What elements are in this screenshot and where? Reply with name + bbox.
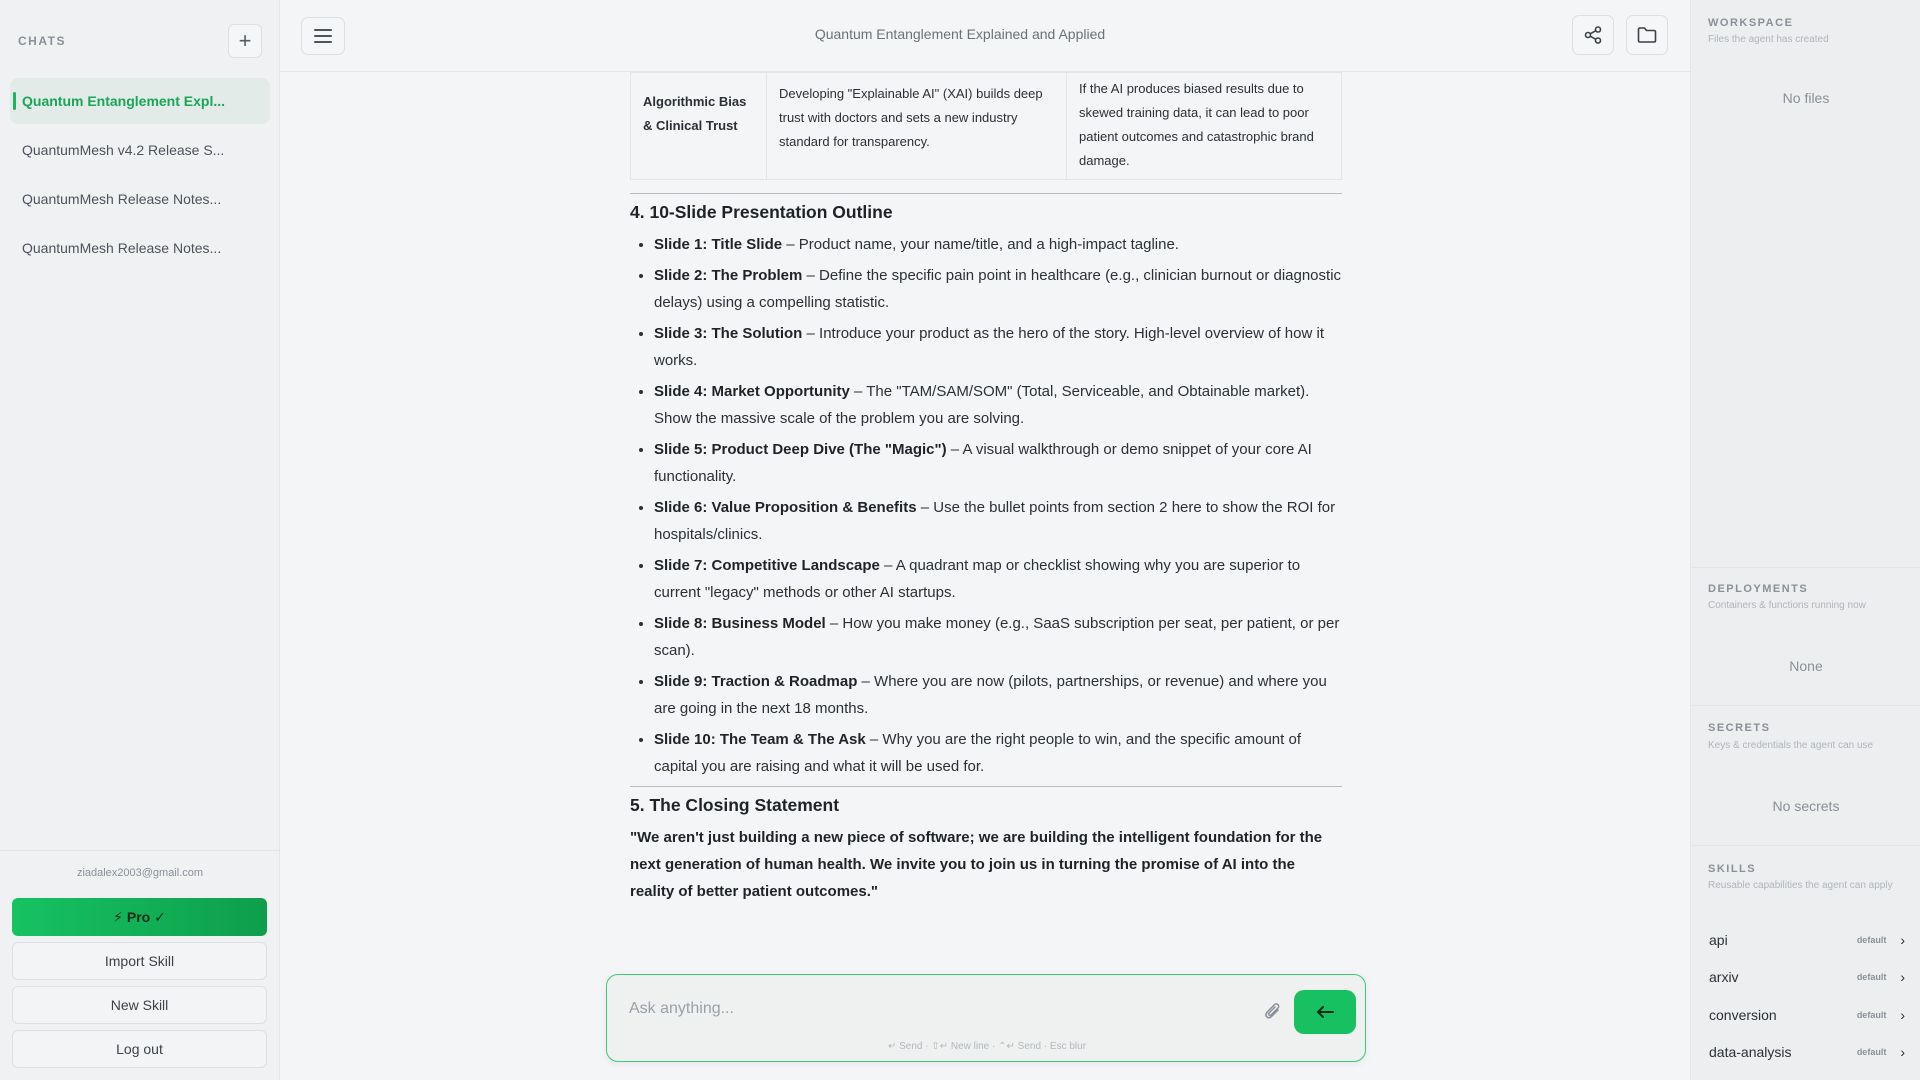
- slide-text: – The "TAM/SAM/SOM" (Total, Serviceable, and Obtainable market). Show the massive scale of the problem you are solving.: [654, 383, 1310, 427]
- slide-label: Slide 5: Product Deep Dive (The "Magic"): [654, 441, 947, 458]
- arrow-left-icon: [1316, 1005, 1334, 1019]
- slide-text: – Why you are the right people to win, and the specific amount of capital you are raising and what it will be used for.: [654, 731, 1301, 775]
- skills-subtitle: Reusable capabilities the agent can apply: [1708, 880, 1893, 891]
- secrets-subtitle: Keys & credentials the agent can use: [1708, 740, 1874, 751]
- sidebar-header: [18, 24, 262, 58]
- new-skill-button[interactable]: New Skill: [12, 986, 267, 1024]
- slide-label: Slide 6: Value Proposition & Benefits: [654, 499, 917, 516]
- right-panel: [1690, 0, 1920, 1080]
- slide-label: Slide 7: Competitive Landscape: [654, 557, 880, 574]
- page-title: Quantum Entanglement Explained and Applied: [814, 26, 1106, 42]
- skills-section: [1691, 846, 1920, 1080]
- table-cell-risk: If the AI produces biased results due to skewed training data, it can lead to poor patient outcomes and catastrophic brand damage.: [1067, 73, 1342, 180]
- top-bar: [280, 0, 1690, 72]
- user-email: ziadalex2003@gmail.com: [76, 867, 204, 879]
- chevron-right-icon: ›: [1900, 932, 1905, 948]
- list-item: [654, 668, 1342, 722]
- slide-text: – Product name, your name/title, and a high-impact tagline.: [782, 236, 1179, 253]
- section-heading: 4. 10-Slide Presentation Outline: [630, 202, 893, 222]
- plus-icon: +: [238, 28, 252, 53]
- import-skill-button[interactable]: Import Skill: [12, 942, 267, 980]
- slide-text: – Introduce your product as the hero of the story. High-level overview of how it works.: [654, 325, 1324, 369]
- skill-tag: default: [1856, 972, 1887, 982]
- divider: [630, 193, 1342, 194]
- secrets-title: SECRETS: [1708, 722, 1771, 734]
- share-icon: [1584, 26, 1602, 44]
- chats-label: CHATS: [18, 34, 66, 48]
- slide-label: Slide 8: Business Model: [654, 615, 826, 632]
- skill-name: api: [1709, 932, 1728, 948]
- table-cell-head: Algorithmic Bias & Clinical Trust: [631, 73, 767, 180]
- folder-icon: [1637, 26, 1657, 44]
- skill-item-data-analysis[interactable]: [1701, 1037, 1911, 1067]
- slide-text: – Where you are now (pilots, partnerships, or revenue) and where you are going in the next 18 months.: [654, 673, 1327, 717]
- slide-text: – How you make money (e.g., SaaS subscription per seat, per patient, or per scan).: [654, 615, 1340, 659]
- skill-name: data-analysis: [1709, 1044, 1792, 1060]
- deployments-empty: None: [1789, 658, 1823, 674]
- slide-label: Slide 4: Market Opportunity: [654, 383, 850, 400]
- chat-message: [630, 72, 1342, 905]
- list-item: [654, 552, 1342, 606]
- divider: [630, 786, 1342, 787]
- message-composer: [606, 974, 1366, 1062]
- skill-name: arxiv: [1709, 969, 1739, 985]
- skill-item-conversion[interactable]: [1701, 1000, 1911, 1030]
- slide-label: Slide 1: Title Slide: [654, 236, 783, 253]
- list-item: [654, 610, 1342, 664]
- skill-tag: default: [1856, 935, 1887, 945]
- slide-text: – Define the specific pain point in healthcare (e.g., clinician burnout or diagnostic delays) using a compelling statistic.: [654, 267, 1342, 311]
- slide-text: – A visual walkthrough or demo snippet of your core AI functionality.: [654, 441, 1312, 485]
- workspace-title: WORKSPACE: [1708, 17, 1794, 29]
- chat-item-active[interactable]: Quantum Entanglement Expl...: [10, 78, 270, 124]
- chat-item[interactable]: QuantumMesh v4.2 Release S...: [22, 142, 225, 158]
- keyboard-hint: ↵ Send · ⇧↵ New line · ⌃↵ Send · Esc blur: [887, 1041, 1087, 1052]
- slide-label: Slide 10: The Team & The Ask: [654, 731, 866, 748]
- chat-item[interactable]: QuantumMesh Release Notes...: [22, 191, 222, 207]
- list-item: [654, 494, 1342, 548]
- chat-input[interactable]: [629, 997, 1229, 1021]
- chat-list: [10, 78, 270, 274]
- skill-item-api[interactable]: [1701, 925, 1911, 955]
- list-item: [654, 378, 1342, 432]
- list-item: [654, 262, 1342, 316]
- workspace-subtitle: Files the agent has created: [1708, 34, 1829, 45]
- skill-name: conversion: [1709, 1007, 1777, 1023]
- slide-text: – A quadrant map or checklist showing why you are superior to current "legacy" methods or other AI startups.: [654, 557, 1301, 601]
- sidebar: [0, 0, 280, 1080]
- workspace-section: [1691, 0, 1920, 568]
- logout-button[interactable]: Log out: [12, 1030, 267, 1068]
- slide-text: – Use the bullet points from section 2 here to show the ROI for hospitals/clinics.: [654, 499, 1336, 543]
- chat-item[interactable]: QuantumMesh Release Notes...: [22, 240, 222, 256]
- skill-item-arxiv[interactable]: [1701, 962, 1911, 992]
- deployments-title: DEPLOYMENTS: [1708, 583, 1809, 595]
- chevron-right-icon: ›: [1900, 1044, 1905, 1060]
- sidebar-footer: [0, 850, 280, 1080]
- skill-tag: default: [1856, 1047, 1887, 1057]
- paperclip-icon[interactable]: [1263, 1001, 1283, 1023]
- deployments-section: [1691, 568, 1920, 706]
- slide-label: Slide 3: The Solution: [654, 325, 803, 342]
- slide-outline-list: [630, 231, 1342, 780]
- slide-label: Slide 9: Traction & Roadmap: [654, 673, 858, 690]
- skill-tag: default: [1856, 1010, 1887, 1020]
- deployments-subtitle: Containers & functions running now: [1708, 600, 1866, 611]
- list-item: [654, 726, 1342, 780]
- new-chat-button[interactable]: [228, 24, 262, 58]
- workspace-empty: No files: [1782, 90, 1830, 106]
- slide-label: Slide 2: The Problem: [654, 267, 803, 284]
- section-heading: 5. The Closing Statement: [630, 795, 840, 815]
- skills-title: SKILLS: [1708, 863, 1757, 875]
- chevron-right-icon: ›: [1900, 1007, 1905, 1023]
- table-cell-opportunity: Developing "Explainable AI" (XAI) builds deep trust with doctors and sets a new industry standard for transparency.: [767, 73, 1067, 180]
- list-item: [654, 320, 1342, 374]
- secrets-section: [1691, 706, 1920, 846]
- closing-statement: "We aren't just building a new piece of software; we are building the intelligent foundation for the next generation of human health. We invite you to join us in turning the promise of AI into the reality of better patient outcomes.": [630, 829, 1323, 900]
- share-button[interactable]: [1572, 15, 1614, 55]
- secrets-empty: No secrets: [1772, 798, 1840, 814]
- pro-button[interactable]: ⚡ Pro ✓: [12, 898, 267, 936]
- list-item: [654, 231, 1342, 258]
- send-button[interactable]: [1294, 990, 1356, 1034]
- workspace-toggle-button[interactable]: [1626, 15, 1668, 55]
- list-item: [654, 436, 1342, 490]
- table-row: [631, 73, 1342, 180]
- chevron-right-icon: ›: [1900, 969, 1905, 985]
- risk-table: [630, 72, 1342, 180]
